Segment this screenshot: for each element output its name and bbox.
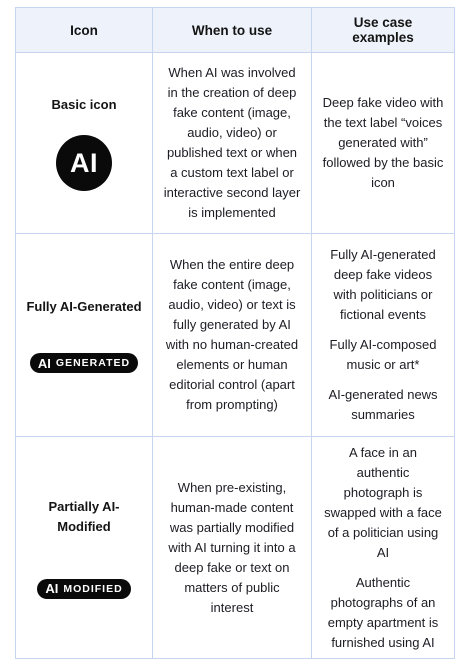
example-text: Fully AI-generated deep fake videos with politicians or fictional events [330,247,436,322]
example-text: AI-generated news summaries [328,387,438,422]
ai-modified-badge-icon [37,579,130,599]
header-when-to-use [153,8,312,52]
icon-cell [16,53,153,233]
row-label: Basic icon [51,97,117,112]
badge-word: GENERATED [55,357,131,369]
row-label: Fully AI-Generated [26,299,142,314]
header-use-case-examples [312,8,454,52]
when-cell [153,53,312,233]
row-label: Partially AI-Modified [48,498,120,534]
examples-cell [312,437,454,658]
when-cell [153,234,312,436]
ai-icon-text: AI [70,147,98,178]
table-header-row [16,8,454,53]
badge-word: MODIFIED [63,582,123,595]
when-text: When AI was involved in the creation of deep fake content (image, audio, video) or published text or when a custom text label or interactive second layer is implemented [163,65,301,220]
table-row [16,437,454,658]
ai-generated-badge-icon [30,353,138,373]
when-cell [153,437,312,658]
ai-badge-text: AI [45,581,59,596]
icon-cell [16,437,153,658]
header-examples-label: Use case examples [352,15,414,45]
example-text: Authentic photographs of an empty apartment is furnished using AI [327,574,439,650]
icon-cell [16,234,153,436]
example-text: A face in an authentic photograph is swapped with a face of a politician using AI [324,444,442,560]
examples-cell [312,234,454,436]
header-icon-label: Icon [70,22,98,38]
example-text: Fully AI-composed music or art* [329,337,437,372]
header-when-label: When to use [191,22,273,38]
ai-badge-text: AI [37,355,51,371]
when-text: When pre-existing, human-made content was partially modified with AI turning it into a deep fake or text on matters of public interest [168,479,296,615]
example-text: Deep fake video with the text label “voices generated with” followed by the basic icon [322,95,444,190]
table-row [16,234,454,437]
header-icon [16,8,153,52]
basic-ai-icon [56,135,112,191]
when-text: When the entire deep fake content (image, audio, video) or text is fully generated by AI with no human-created elements or human editorial control (apart from prompting) [165,257,299,412]
examples-cell [312,53,454,233]
table-row [16,53,454,234]
ai-labeling-table [15,7,455,659]
